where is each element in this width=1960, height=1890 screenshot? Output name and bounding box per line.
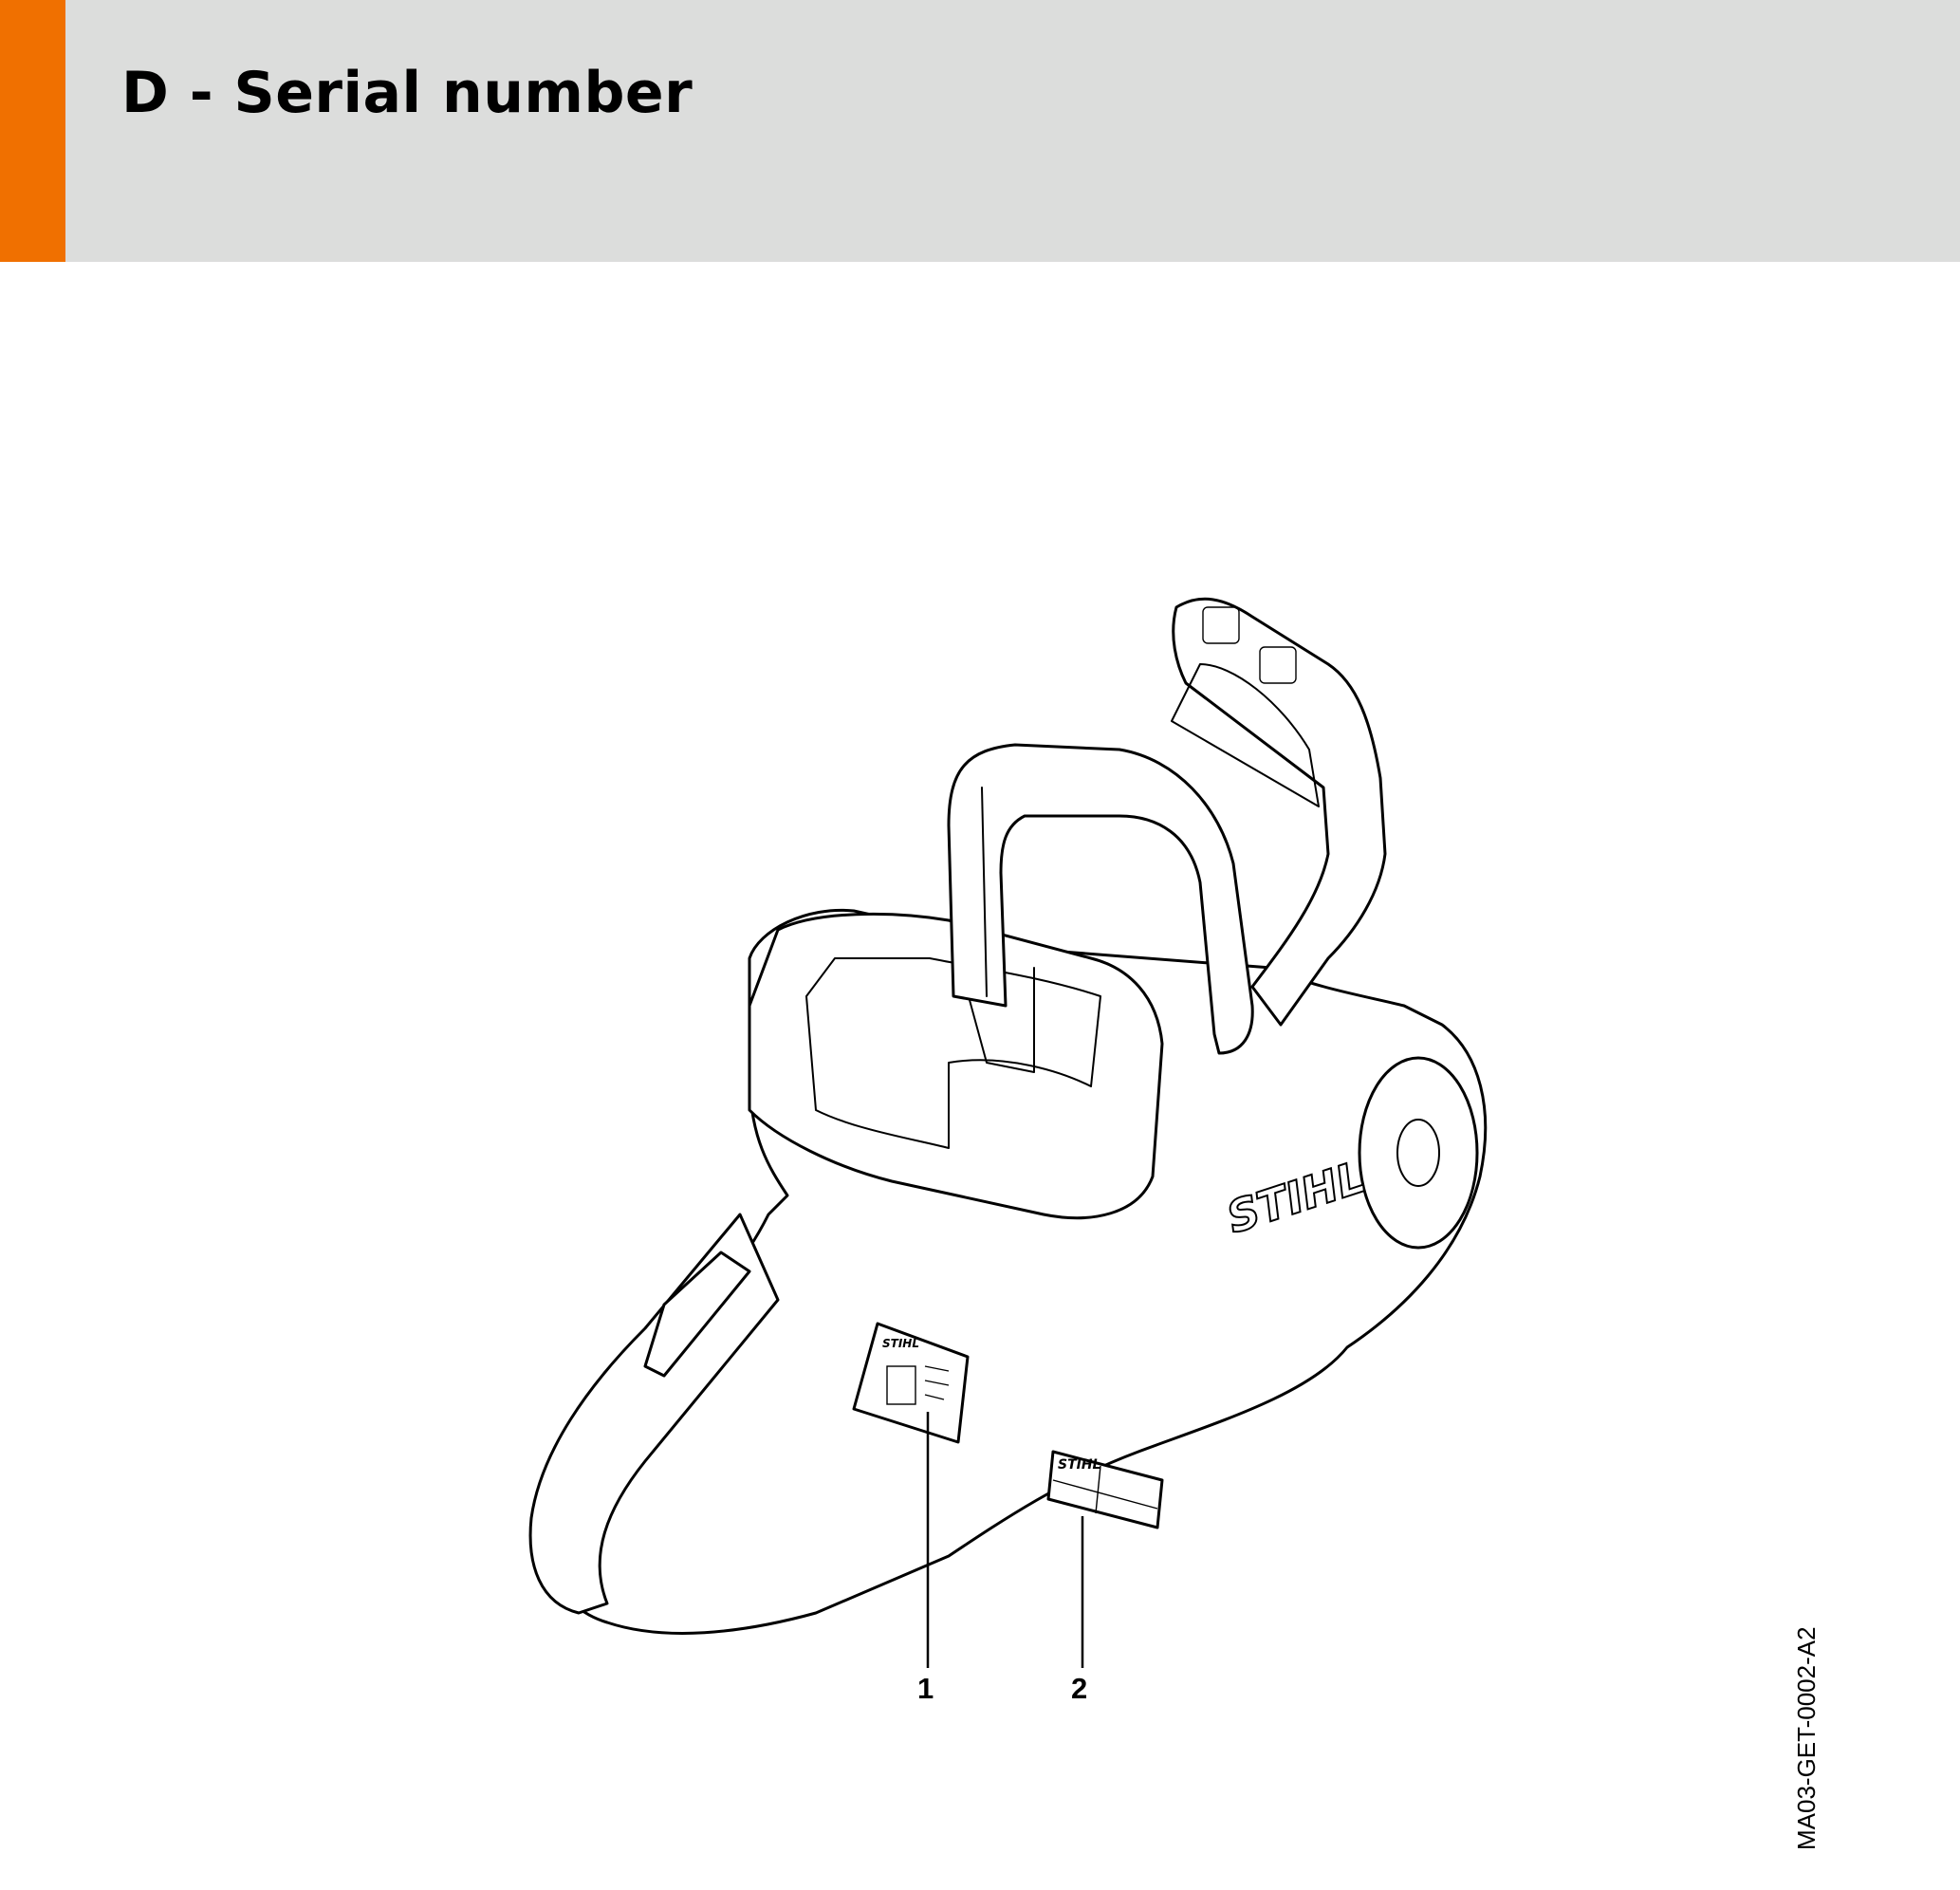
callout-number: 1 (917, 1672, 934, 1705)
page-title: D - Serial number (121, 60, 693, 126)
brand-logo: STIHL (1220, 1150, 1372, 1244)
svg-text:STIHL: STIHL (882, 1337, 919, 1350)
figure-code: MA03-GET-0002-A2 (1792, 1626, 1821, 1850)
callout-number: 2 (1071, 1672, 1088, 1705)
svg-text:STIHL: STIHL (1058, 1457, 1101, 1473)
sprocket-cover (1359, 1058, 1477, 1248)
